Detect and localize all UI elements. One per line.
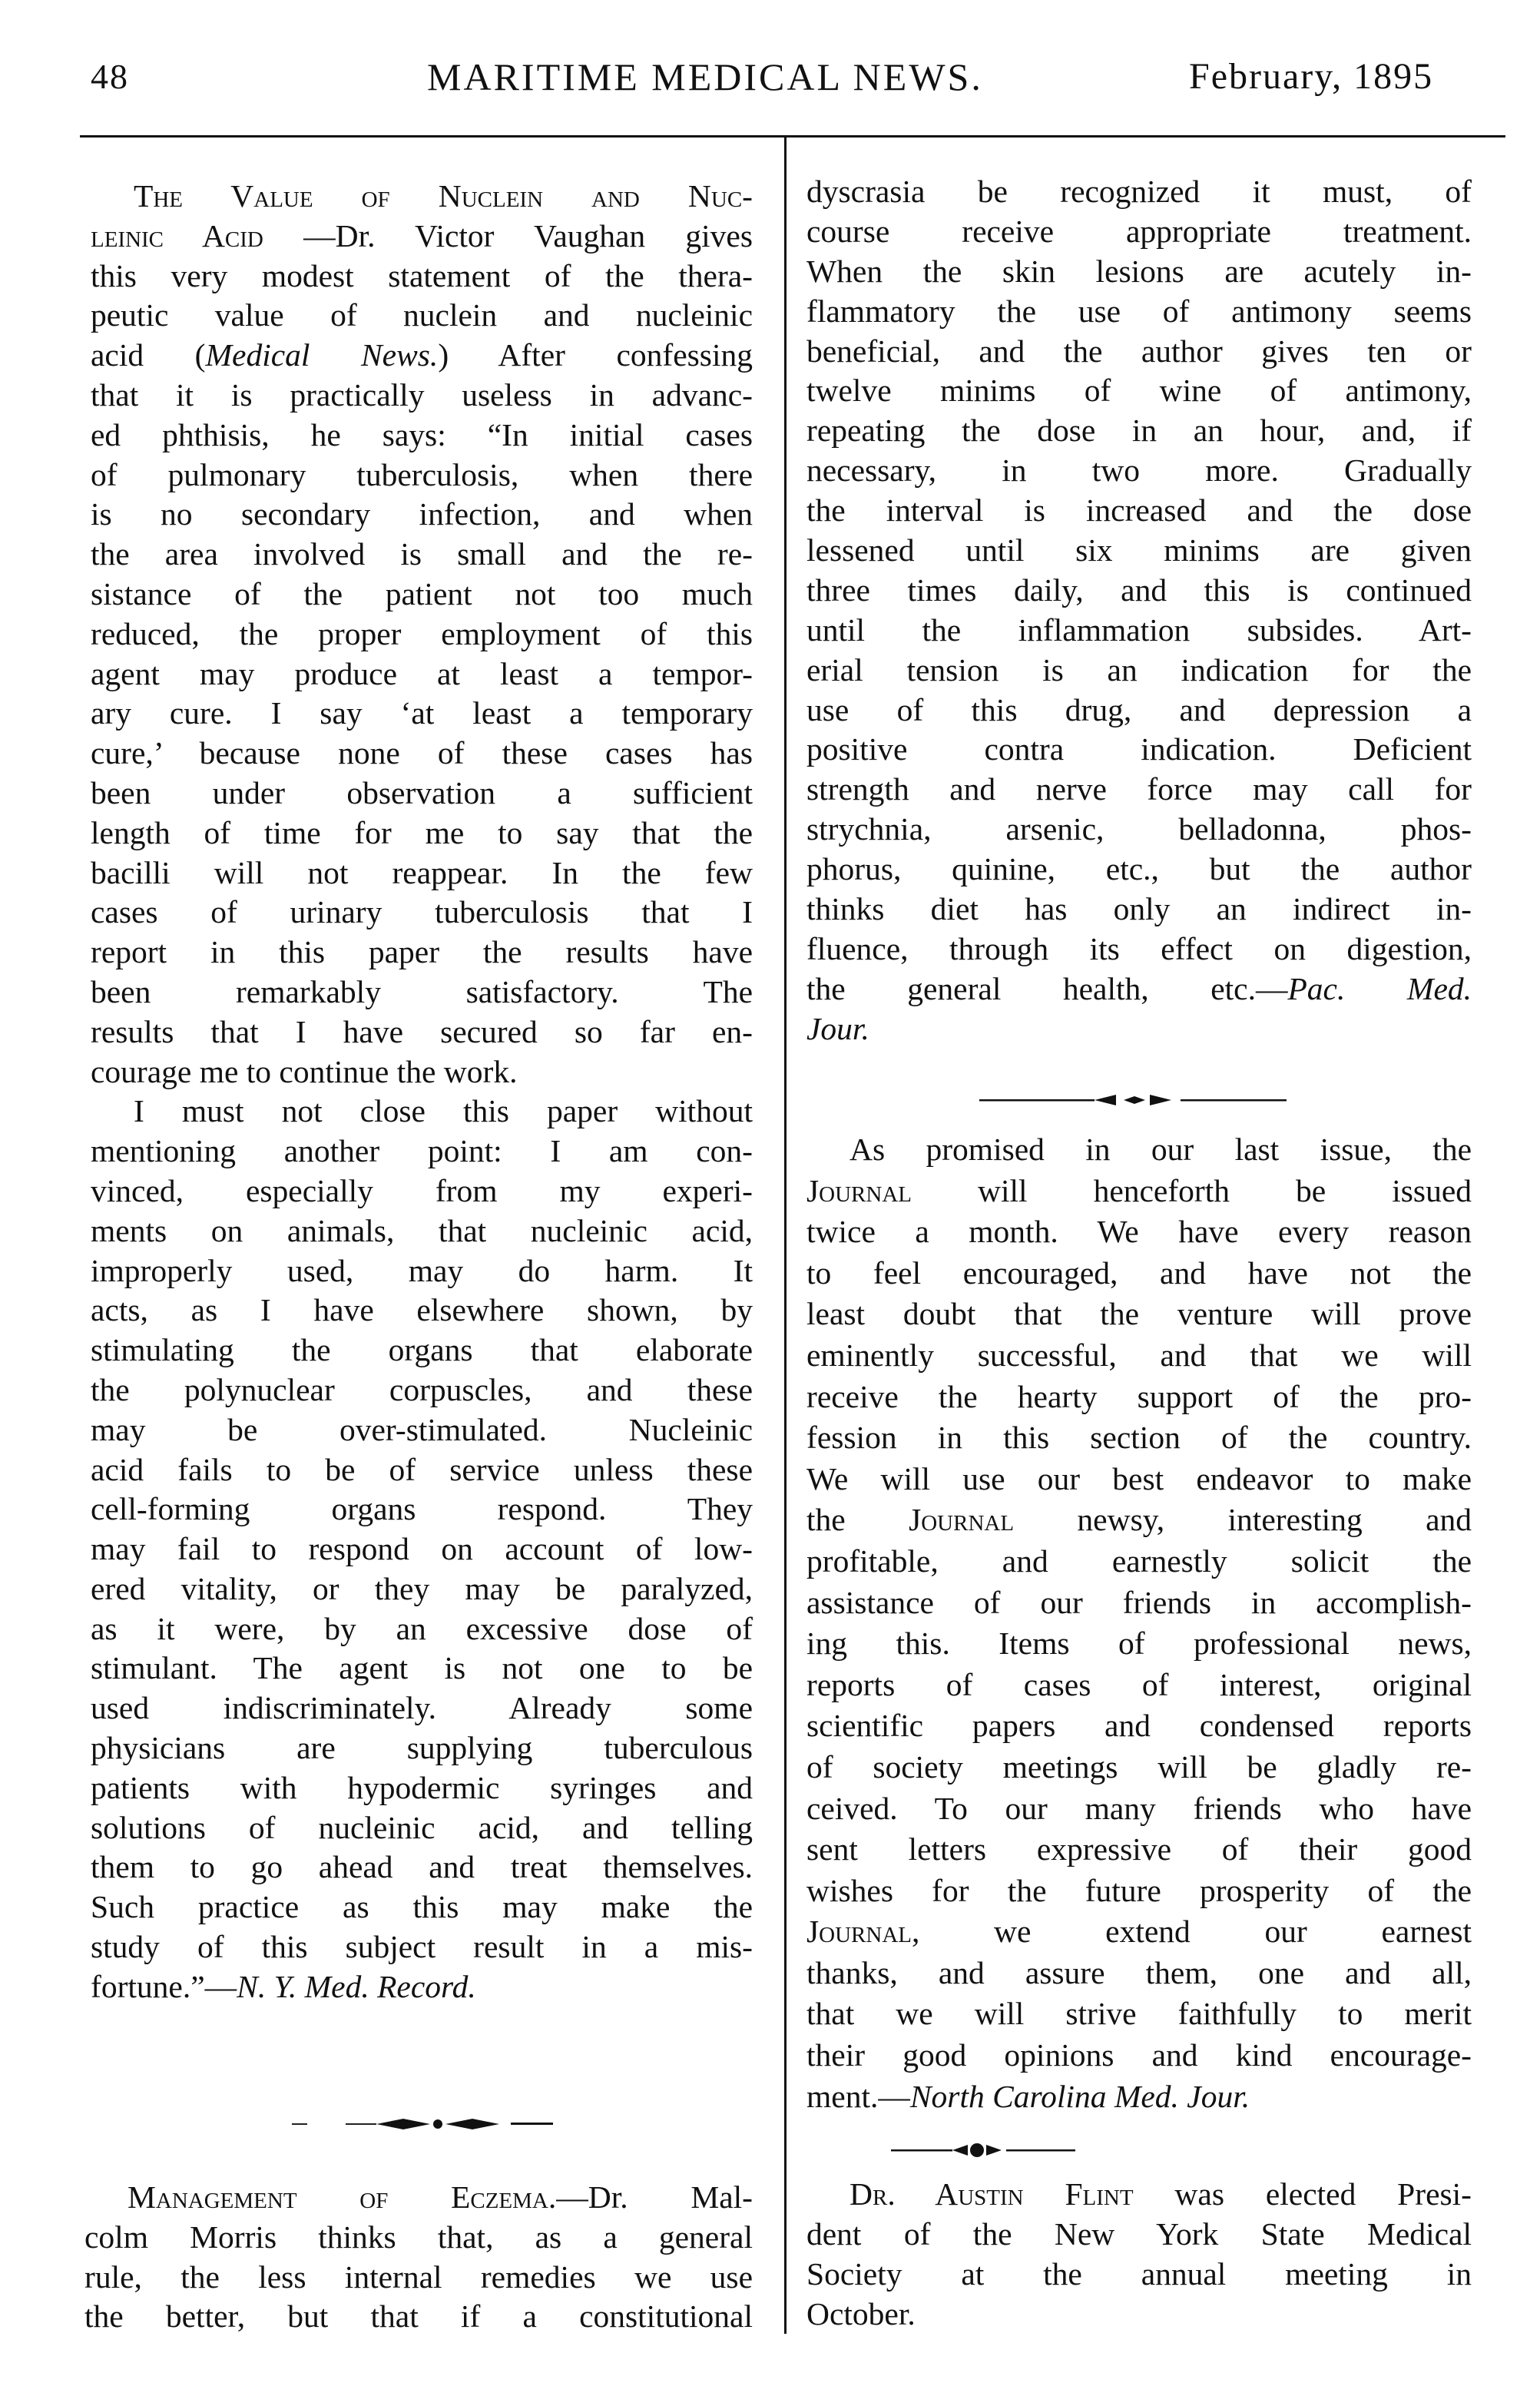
article-heading: Management of Eczema.—Dr. Mal-	[128, 2179, 753, 2215]
source-citation: N. Y. Med. Record.	[237, 1968, 476, 2004]
text-line: vinced, especially from my experi-	[91, 1172, 753, 1208]
article-eczema	[84, 2178, 753, 2337]
journal-name: Journal	[806, 1172, 912, 1208]
text-line: that we will strive faithfully to merit	[806, 1996, 1472, 2032]
text-line: their good opinions and kind encourage-	[806, 2037, 1472, 2073]
source-citation: Pac. Med.	[1287, 970, 1472, 1006]
text-line: this very modest statement of the thera-	[91, 257, 753, 293]
text-line: Society at the annual meeting in	[806, 2256, 1472, 2292]
text-line: may be over-stimulated. Nucleinic	[91, 1411, 753, 1447]
text-line: agent may produce at least a tempor-	[91, 655, 753, 691]
text-line: solutions of nucleinic acid, and telling	[91, 1809, 753, 1845]
text-line: profitable, and earnestly solicit the	[806, 1543, 1472, 1579]
text-line: sent letters expressive of their good	[806, 1831, 1472, 1867]
text-line: bacilli will not reappear. In the few	[91, 854, 753, 890]
text-line: sistance of the patient not too much	[91, 575, 753, 611]
text-line: ment.—North Carolina Med. Jour.	[806, 2078, 1250, 2114]
text-line: I must not close this paper without	[134, 1093, 753, 1129]
text-line: scientific papers and condensed reports	[806, 1708, 1472, 1744]
journal-name: Journal	[909, 1502, 1015, 1538]
text-line: the area involved is small and the re-	[91, 536, 753, 572]
text-line: October.	[806, 2296, 916, 2331]
diamond-ornament-icon	[292, 2116, 553, 2132]
text-line: use of this drug, and depression a	[806, 691, 1472, 727]
text-line: As promised in our last issue, the	[849, 1132, 1472, 1167]
text-line: ed phthisis, he says: “In initial cases	[91, 416, 753, 452]
text-line: ceived. To our many friends who have	[806, 1790, 1472, 1826]
text-line: flammatory the use of antimony seems	[806, 293, 1472, 329]
text-line: When the skin lesions are acutely in-	[806, 253, 1472, 289]
heading-small-caps: Management of Eczema.	[128, 2179, 557, 2215]
text-line: the general health, etc.—Pac. Med.	[806, 970, 1472, 1006]
text-line: strychnia, arsenic, belladonna, phos-	[806, 811, 1472, 847]
text-line: patients with hypodermic syringes and	[91, 1769, 753, 1805]
text-line: three times daily, and this is continued	[806, 572, 1472, 608]
journal-name: Journal	[806, 1914, 912, 1950]
text-line: phorus, quinine, etc., but the author	[806, 851, 1472, 887]
text-line: We will use our best endeavor to make	[806, 1460, 1472, 1496]
article-heading	[91, 177, 753, 217]
article-eczema-continued	[806, 172, 1472, 1049]
source-citation: North Carolina Med. Jour.	[909, 2078, 1250, 2114]
text-line: used indiscriminately. Already some	[91, 1690, 753, 1726]
column-divider	[784, 137, 787, 2334]
circle-ornament-icon	[891, 2142, 1075, 2159]
text-line: thanks, and assure them, one and all,	[806, 1954, 1472, 1990]
text-line: least doubt that the venture will prove	[806, 1296, 1472, 1332]
text-line: wishes for the future prosperity of the	[806, 1872, 1472, 1908]
text-line: ary cure. I say ‘at least a temporary	[91, 695, 753, 731]
heading-small-caps: The Value of Nuclein and Nuc-	[134, 178, 753, 214]
text-line: fession in this section of the country.	[806, 1420, 1472, 1456]
text-line: results that I have secured so far en-	[91, 1013, 753, 1049]
text-line: physicians are supplying tuberculous	[91, 1730, 753, 1766]
text-line: repeating the dose in an hour, and, if	[806, 413, 1472, 449]
text-line: colm Morris thinks that, as a general	[84, 2219, 753, 2255]
text-line: ing this. Items of professional news,	[806, 1626, 1472, 1662]
text-line: is no secondary infection, and when	[91, 496, 753, 532]
article-nucleic-acid	[91, 177, 753, 2007]
text-line: ments on animals, that nucleinic acid,	[91, 1212, 753, 1248]
text-line: may fail to respond on account of low-	[91, 1531, 753, 1567]
text-line: stimulant. The agent is not one to be	[91, 1650, 753, 1686]
text-line: acts, as I have elsewhere shown, by	[91, 1292, 753, 1328]
text-line: dyscrasia be recognized it must, of	[806, 174, 1472, 209]
text-line: dent of the New York State Medical	[806, 2216, 1472, 2252]
text-line: lessened until six minims are given	[806, 532, 1472, 568]
arrow-ornament-icon	[979, 1092, 1287, 1108]
text-line: twelve minims of wine of antimony,	[806, 373, 1472, 409]
text-line: leinic Acid —Dr. Victor Vaughan gives	[91, 217, 753, 254]
heading-small-caps: Dr. Austin Flint	[849, 2176, 1134, 2212]
text-line: eminently successful, and that we will	[806, 1337, 1472, 1373]
text-line: peutic value of nuclein and nucleinic	[91, 297, 753, 333]
article-journal-announcement	[806, 1129, 1472, 2117]
source-citation: Jour.	[806, 1010, 869, 1046]
page-number: 48	[91, 57, 129, 96]
text-line: them to go ahead and treat themselves.	[91, 1849, 753, 1885]
text-line: receive the hearty support of the pro-	[806, 1378, 1472, 1414]
text-line: to feel encouraged, and have not the	[806, 1254, 1472, 1291]
source-citation: Medical News.	[205, 337, 439, 373]
text-line: of society meetings will be gladly re-	[806, 1748, 1472, 1785]
text-line: the interval is increased and the dose	[806, 492, 1472, 529]
issue-date: February, 1895	[1189, 56, 1434, 97]
text-line: erial tension is an indication for the	[806, 651, 1472, 688]
text-line: length of time for me to say that the	[91, 814, 753, 850]
section-separator-ornament	[292, 2116, 553, 2132]
text-line: Journal will henceforth be issued	[806, 1172, 1472, 1208]
text-line: of pulmonary tuberculosis, when there	[91, 456, 753, 492]
text-line: fluence, through its effect on digestion,	[806, 930, 1472, 966]
text-line: report in this paper the results have	[91, 934, 753, 970]
text-line: cases of urinary tuberculosis that I	[91, 894, 753, 930]
text-line: course receive appropriate treatment.	[806, 213, 1472, 249]
text-line: acid (Medical News.) After confessing	[91, 337, 753, 373]
text-line: courage me to continue the work.	[91, 1053, 518, 1089]
text-line: improperly used, may do harm. It	[91, 1252, 753, 1288]
section-separator-ornament	[891, 2142, 1075, 2157]
text-line: cell-forming organs respond. They	[91, 1491, 753, 1527]
article-heading: Dr. Austin Flint was elected Presi-	[849, 2176, 1472, 2212]
text-line: until the inflammation subsides. Art-	[806, 611, 1472, 648]
text-line: ered vitality, or they may be paralyzed,	[91, 1570, 753, 1606]
text-line: the better, but that if a constitutional	[84, 2298, 753, 2335]
text-line: mentioning another point: I am con-	[91, 1133, 753, 1169]
text-line: acid fails to be of service unless these	[91, 1451, 753, 1487]
text-line: twice a month. We have every reason	[806, 1214, 1472, 1250]
text-line: study of this subject result in a mis-	[91, 1929, 753, 1965]
text-line: beneficial, and the author gives ten or	[806, 333, 1472, 369]
text-line: cure,’ because none of these cases has	[91, 735, 753, 771]
section-separator-ornament	[979, 1092, 1287, 1108]
text-line: reduced, the proper employment of this	[91, 615, 753, 651]
journal-title: MARITIME MEDICAL NEWS.	[427, 55, 983, 98]
text-line: necessary, in two more. Gradually	[806, 452, 1472, 489]
article-austin-flint	[806, 2174, 1472, 2334]
text-line: been remarkably satisfactory. The	[91, 973, 753, 1009]
text-line: the Journal newsy, interesting and	[806, 1502, 1472, 1538]
text-line: Such practice as this may make the	[91, 1889, 753, 1925]
text-line: fortune.”—N. Y. Med. Record.	[91, 1968, 476, 2004]
text-line: reports of cases of interest, original	[806, 1666, 1472, 1702]
text-line: Journal, we extend our earnest	[806, 1914, 1472, 1950]
text-line: stimulating the organs that elaborate	[91, 1332, 753, 1368]
text-line: that it is practically useless in advanc-	[91, 376, 753, 413]
text-line: rule, the less internal remedies we use	[84, 2259, 753, 2295]
text-line: strength and nerve force may call for	[806, 771, 1472, 807]
text-line: the polynuclear corpuscles, and these	[91, 1371, 753, 1407]
header-rule	[80, 135, 1505, 138]
text-line: been under observation a sufficient	[91, 774, 753, 810]
text-line: assistance of our friends in accomplish-	[806, 1584, 1472, 1620]
text-line: thinks diet has only an indirect in-	[806, 891, 1472, 927]
text-line: positive contra indication. Deficient	[806, 731, 1472, 767]
text-line: as it were, by an excessive dose of	[91, 1610, 753, 1646]
